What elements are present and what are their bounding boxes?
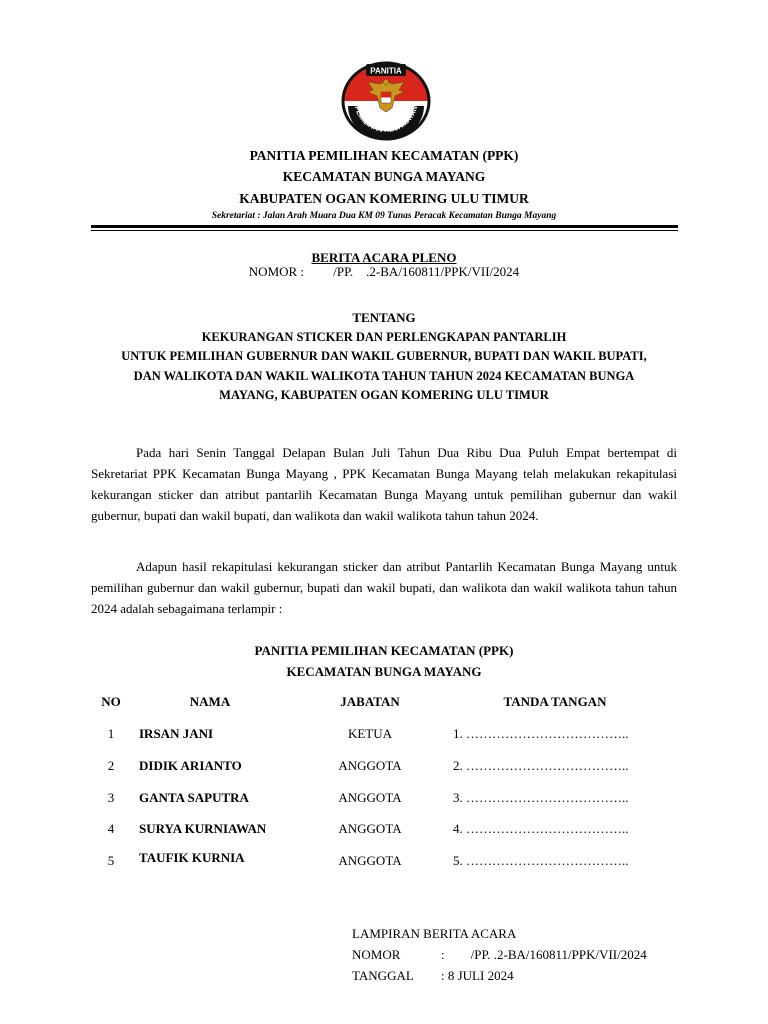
ppk-logo (340, 60, 432, 142)
logo-top-text: PANITIA (370, 66, 402, 76)
body-paragraph-1 (91, 442, 677, 526)
row-no: 2 (107, 758, 115, 773)
row-no: 4 (107, 821, 115, 836)
body-paragraph-2-text: Adapun hasil rekapitulasi kekurangan sticker dan atribut Pantarlih Kecamatan Bunga Mayang untuk pemilihan gubernur dan wakil gubernur, bupati dan wakil bupati, dan walikota dan wakil walikota tahun tahun 2024 adalah sebagaimana terlampir : (91, 559, 677, 616)
body-paragraph-2 (91, 556, 677, 619)
lampiran-nomor-label: NOMOR (352, 947, 401, 962)
row-no: 3 (107, 790, 115, 805)
doc-tentang: TENTANG (352, 310, 416, 325)
row-jabatan: ANGGOTA (338, 821, 402, 836)
panel-line-2: KECAMATAN BUNGA MAYANG (286, 664, 482, 679)
row-nama: DIDIK ARIANTO (139, 758, 242, 773)
body-paragraph-1-text: Pada hari Senin Tanggal Delapan Bulan Juli Tahun Dua Ribu Dua Puluh Empat bertempat di Sekretariat PPK Kecamatan Bunga Mayang , PPK Kecamatan Bunga Mayang telah melakukan rekapitulasi kekurangan sticker dan atribut pantarlih Kecamatan Bunga Mayang untuk pemilihan gubernur dan wakil gubernur, bupati dan wakil bupati, dan walikota dan wakil walikota tahun tahun 2024. (91, 445, 677, 523)
doc-subject-4: MAYANG, KABUPATEN OGAN KOMERING ULU TIMUR (219, 388, 549, 402)
row-no: 5 (107, 853, 115, 868)
row-nama: IRSAN JANI (139, 726, 214, 741)
header-sekretariat: Sekretariat : Jalan Arah Muara Dua KM 09 Tunas Peracak Kecamatan Bunga Mayang (211, 211, 557, 221)
doc-title: BERITA ACARA PLENO (311, 250, 457, 265)
row-tanda-tangan: 4. ……………………………….. (453, 821, 629, 836)
lampiran-title: LAMPIRAN BERITA ACARA (352, 926, 517, 941)
row-nama: SURYA KURNIAWAN (139, 821, 267, 836)
row-jabatan: ANGGOTA (338, 790, 402, 805)
ppk-logo-emblem (340, 60, 432, 142)
header-line-3: KABUPATEN OGAN KOMERING ULU TIMUR (239, 191, 529, 206)
row-jabatan: ANGGOTA (338, 853, 402, 868)
row-jabatan: KETUA (347, 726, 393, 741)
table-header-tanda-tangan: TANDA TANGAN (503, 694, 607, 709)
table-header-no: NO (101, 694, 121, 709)
panel-line-1: PANITIA PEMILIHAN KECAMATAN (PPK) (254, 643, 514, 658)
row-tanda-tangan: 2. ……………………………….. (453, 758, 629, 773)
lampiran-tanggal-label: TANGGAL (352, 968, 414, 983)
doc-nomor: NOMOR : /PP. .2-BA/160811/PPK/VII/2024 (248, 264, 520, 279)
row-nama: GANTA SAPUTRA (139, 790, 249, 805)
row-tanda-tangan: 5. ……………………………….. (453, 853, 629, 868)
row-nama: TAUFIK KURNIA (139, 850, 245, 865)
doc-subject-3: DAN WALIKOTA DAN WAKIL WALIKOTA TAHUN TAHUN 2024 KECAMATAN BUNGA (133, 369, 635, 383)
row-jabatan: ANGGOTA (338, 758, 402, 773)
header-rule-thick (91, 225, 678, 228)
lampiran-tanggal-value: : 8 JULI 2024 (441, 968, 514, 983)
table-header-nama: NAMA (189, 694, 231, 709)
header-rule-thin (91, 230, 678, 231)
row-tanda-tangan: 3. ……………………………….. (453, 790, 629, 805)
doc-subject-2: UNTUK PEMILIHAN GUBERNUR DAN WAKIL GUBERNUR, BUPATI DAN WAKIL BUPATI, (121, 349, 647, 363)
row-tanda-tangan: 1. ……………………………….. (453, 726, 629, 741)
header-line-2: KECAMATAN BUNGA MAYANG (282, 169, 486, 184)
table-header-jabatan: JABATAN (340, 694, 400, 709)
lampiran-nomor-value: : /PP. .2-BA/160811/PPK/VII/2024 (441, 947, 647, 962)
doc-subject-1: KEKURANGAN STICKER DAN PERLENGKAPAN PANTARLIH (201, 330, 567, 344)
row-no: 1 (107, 726, 115, 741)
header-line-1: PANITIA PEMILIHAN KECAMATAN (PPK) (249, 148, 519, 163)
logo-arc-text: PEMILIHAN KECAMATAN (352, 104, 420, 135)
